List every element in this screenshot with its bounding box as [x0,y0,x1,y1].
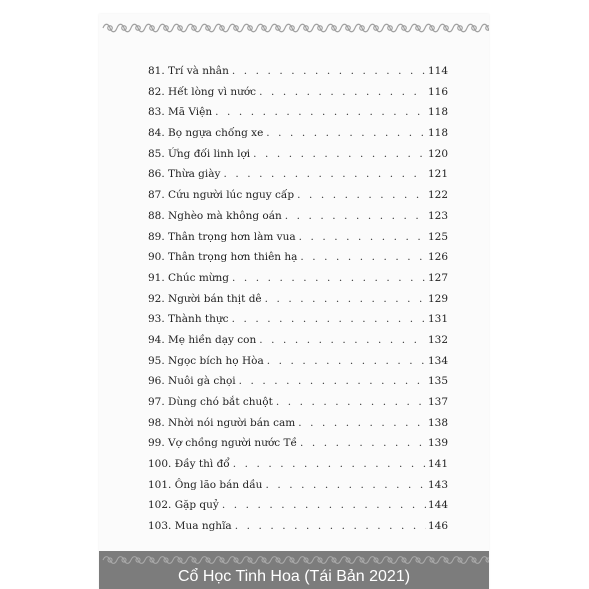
toc-entry-title: 81. Trí và nhân [148,65,229,77]
toc-entry [148,475,448,496]
toc-entry-page: 138 [427,416,448,429]
footer-banner [99,551,489,589]
toc-entry [148,268,448,289]
toc-entry [148,413,448,434]
toc-entry [148,516,448,537]
toc-entry-page: 123 [427,209,448,222]
toc-entry [148,102,448,123]
toc-entry-page: 146 [427,520,448,533]
toc-dot-leader [265,475,426,496]
toc-entry [148,123,448,144]
toc-dot-leader [265,289,426,310]
toc-dot-leader [298,413,426,434]
toc-entry [148,309,448,330]
toc-entry-page: 139 [427,437,448,450]
toc-dot-leader [297,185,426,206]
toc-entry-page: 125 [427,230,448,243]
toc-entry [148,185,448,206]
toc-entry [148,351,448,372]
toc-entry-title: 103. Mua nghĩa [148,520,232,533]
toc-entry-page: 118 [427,127,448,140]
toc-entry-title: 100. Đầy thì đổ [148,458,230,471]
toc-entry [148,392,448,413]
toc-dot-leader [233,454,426,475]
toc-entry-page: 132 [427,333,448,346]
toc-dot-leader [300,247,426,268]
toc-entry [148,61,448,82]
toc-dot-leader [300,433,426,454]
toc-entry-page: 131 [427,313,448,326]
toc-entry-title: 98. Nhời nói người bán cam [148,416,296,429]
footer-ornament-border [99,551,489,569]
toc-entry-page: 127 [427,271,448,284]
toc-dot-leader [253,144,426,165]
toc-entry [148,227,448,248]
toc-dot-leader [215,102,426,123]
toc-dot-leader [239,371,426,392]
toc-entry-page: 126 [427,251,448,264]
toc-entry [148,454,448,475]
toc-dot-leader [232,268,426,289]
toc-entry-page: 143 [427,478,448,491]
toc-entry [148,82,448,103]
toc-dot-leader [266,123,426,144]
toc-entry-page: 118 [427,106,448,119]
toc-entry-title: 91. Chúc mừng [148,271,230,284]
toc-entry-title: 99. Vợ chồng người nước Tề [148,437,297,450]
toc-entry [148,206,448,227]
toc-dot-leader [223,164,426,185]
toc-dot-leader [276,392,426,413]
toc-entry-title: 101. Ông lão bán dầu [148,478,263,491]
top-ornament-border [99,14,489,40]
toc-entry [148,433,448,454]
toc-entry-title: 90. Thân trọng hơn thiên hạ [148,251,298,264]
toc-entry-title: 82. Hết lòng vì nước [148,85,257,98]
toc-entry-title: 87. Cứu người lúc nguy cấp [148,189,295,202]
footer-caption: Cổ Học Tinh Hoa (Tái Bản 2021) [177,568,411,585]
toc-entry-title: 85. Ứng đối linh lợi [148,147,251,160]
toc-dot-leader [259,82,426,103]
toc-entry [148,495,448,516]
toc-entry [148,371,448,392]
toc-entry-page: 137 [427,396,448,408]
toc-entry-page: 135 [427,375,448,388]
toc-dot-leader [232,309,426,330]
toc-entry-page: 114 [427,65,448,77]
toc-entry-page: 121 [427,168,448,181]
toc-entry-title: 86. Thừa giày [148,168,221,181]
toc-entry-title: 93. Thành thực [148,313,229,326]
toc-dot-leader [222,495,426,516]
toc-entry-page: 141 [427,458,448,471]
toc-entry-title: 102. Gặp quỷ [148,499,219,512]
toc-entry-page: 134 [427,354,448,367]
toc-entry [148,289,448,310]
toc-entry-page: 120 [427,147,448,160]
toc-entry [148,247,448,268]
toc-entry [148,144,448,165]
toc-entry-title: 92. Người bán thịt dê [148,292,262,305]
toc-dot-leader [232,61,426,82]
toc-entry-page: 129 [427,292,448,305]
toc-entry [148,164,448,185]
toc-entry-title: 96. Nuôi gà chọi [148,375,236,388]
toc-entry-page: 116 [427,85,448,98]
toc-entry-title: 84. Bọ ngựa chống xe [148,127,264,140]
toc-entry-title: 83. Mã Viện [148,106,213,119]
toc-entry-title: 95. Ngọc bích họ Hòa [148,354,264,367]
toc-dot-leader [235,516,426,537]
toc-entry-title: 89. Thân trọng hơn làm vua [148,230,296,243]
table-of-contents [148,61,448,537]
toc-dot-leader [259,330,426,351]
toc-dot-leader [285,206,426,227]
toc-entry [148,330,448,351]
toc-dot-leader [267,351,426,372]
toc-entry-title: 88. Nghèo mà không oán [148,209,282,222]
toc-entry-title: 97. Dùng chó bắt chuột [148,396,273,408]
toc-entry-title: 94. Mẹ hiền dạy con [148,333,257,346]
toc-entry-page: 144 [427,499,448,512]
toc-entry-page: 122 [427,189,448,202]
toc-dot-leader [299,227,426,248]
